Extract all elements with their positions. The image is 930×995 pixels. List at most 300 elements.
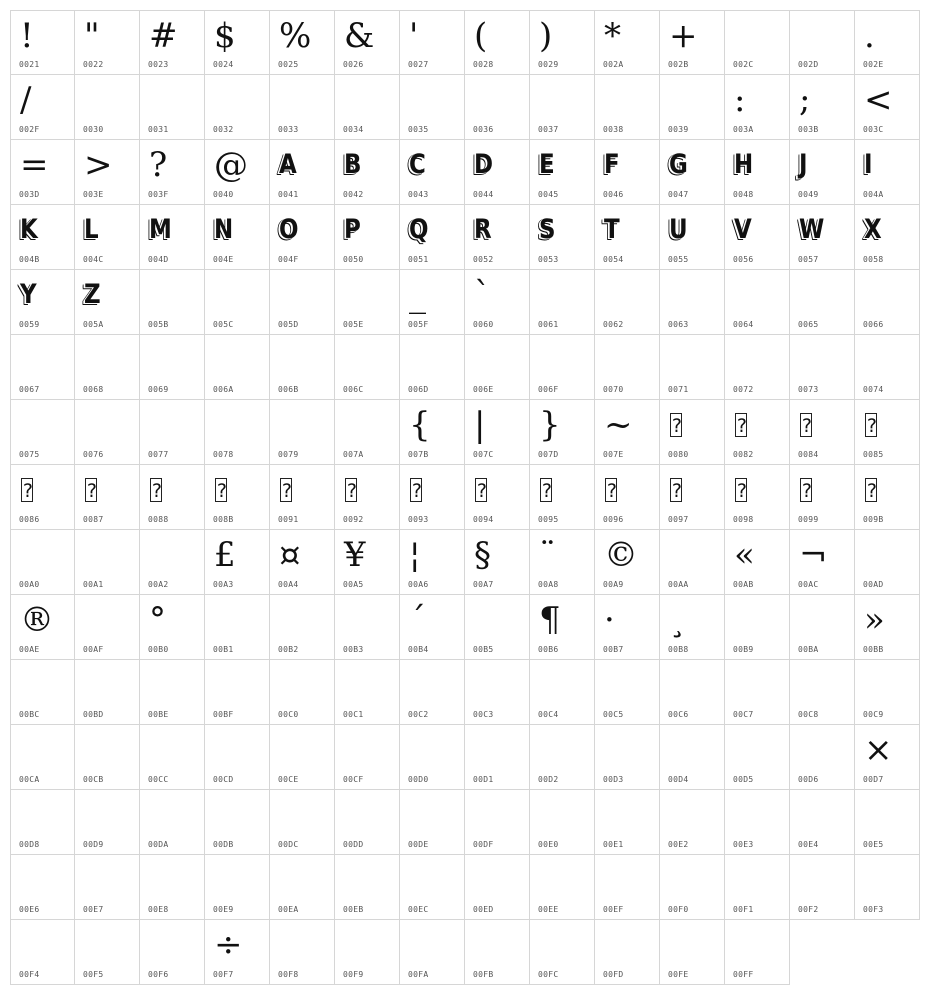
glyph-cell-00f7 (205, 920, 270, 985)
glyph-cell-0052 (465, 205, 530, 270)
glyph-cell-00b7 (595, 595, 660, 660)
glyph-character: { (409, 405, 431, 445)
glyph-cell-0096 (595, 465, 660, 530)
glyph-cell-00c8 (790, 660, 855, 725)
glyph-codepoint-label: 00B5 (473, 645, 494, 654)
glyph-character: ¦ (409, 535, 421, 575)
glyph-cell-002a (595, 10, 660, 75)
glyph-cell-00e4 (790, 790, 855, 855)
glyph-cell-00e1 (595, 790, 660, 855)
glyph-character: E (539, 149, 555, 180)
glyph-cell-0032 (205, 75, 270, 140)
glyph-codepoint-label: 0084 (798, 450, 819, 459)
glyph-codepoint-label: 003E (83, 190, 104, 199)
glyph-codepoint-label: 0073 (798, 385, 819, 394)
glyph-codepoint-label: 003D (19, 190, 40, 199)
glyph-codepoint-label: 006F (538, 385, 559, 394)
glyph-cell-00fe (660, 920, 725, 985)
glyph-cell-0029 (530, 10, 595, 75)
glyph-codepoint-label: 009B (863, 515, 884, 524)
glyph-cell-00e5 (855, 790, 920, 855)
glyph-cell-00a8 (530, 530, 595, 595)
glyph-character: O (279, 214, 299, 245)
glyph-character: $ (214, 16, 236, 56)
glyph-cell-0070 (595, 335, 660, 400)
glyph-cell-004e (205, 205, 270, 270)
glyph-character: * (604, 16, 621, 56)
glyph-codepoint-label: 0053 (538, 255, 559, 264)
glyph-cell-0045 (530, 140, 595, 205)
glyph-codepoint-label: 00F0 (668, 905, 689, 914)
glyph-codepoint-label: 0050 (343, 255, 364, 264)
glyph-codepoint-label: 00C3 (473, 710, 494, 719)
glyph-cell-0084 (790, 400, 855, 465)
glyph-codepoint-label: 00C2 (408, 710, 429, 719)
glyph-codepoint-label: 00D8 (19, 840, 40, 849)
glyph-character: = (20, 145, 49, 185)
glyph-codepoint-label: 00DC (278, 840, 299, 849)
glyph-codepoint-label: 00D3 (603, 775, 624, 784)
glyph-character: H (734, 149, 754, 180)
glyph-cell-0078 (205, 400, 270, 465)
glyph-codepoint-label: 00FF (733, 970, 754, 979)
glyph-character: ? (541, 480, 553, 502)
glyph-codepoint-label: 00B6 (538, 645, 559, 654)
glyph-character: G (669, 149, 688, 180)
glyph-codepoint-label: 004C (83, 255, 104, 264)
glyph-cell-0087 (75, 465, 140, 530)
glyph-cell-004f (270, 205, 335, 270)
glyph-cell-006d (400, 335, 465, 400)
glyph-cell-00f1 (725, 855, 790, 920)
glyph-codepoint-label: 004F (278, 255, 299, 264)
glyph-codepoint-label: 00AA (668, 580, 689, 589)
glyph-cell-00ac (790, 530, 855, 595)
glyph-codepoint-label: 0048 (733, 190, 754, 199)
glyph-character: | (474, 405, 486, 445)
glyph-cell-00f0 (660, 855, 725, 920)
glyph-character: ? (149, 145, 168, 185)
glyph-cell-0076 (75, 400, 140, 465)
glyph-codepoint-label: 006E (473, 385, 494, 394)
glyph-codepoint-label: 0024 (213, 60, 234, 69)
glyph-cell-004b (10, 205, 75, 270)
glyph-cell-00d6 (790, 725, 855, 790)
glyph-cell-002c (725, 10, 790, 75)
glyph-character: K (20, 214, 38, 245)
glyph-character: # (149, 16, 178, 56)
glyph-cell-0042 (335, 140, 400, 205)
glyph-codepoint-label: 0087 (83, 515, 104, 524)
glyph-codepoint-label: 00F1 (733, 905, 754, 914)
glyph-codepoint-label: 0088 (148, 515, 169, 524)
glyph-codepoint-label: 00CC (148, 775, 169, 784)
glyph-codepoint-label: 007A (343, 450, 364, 459)
glyph-cell-0048 (725, 140, 790, 205)
glyph-codepoint-label: 00BD (83, 710, 104, 719)
glyph-cell-0088 (140, 465, 205, 530)
glyph-codepoint-label: 0041 (278, 190, 299, 199)
glyph-character: ¥ (344, 535, 366, 575)
glyph-codepoint-label: 00B7 (603, 645, 624, 654)
glyph-cell-0049 (790, 140, 855, 205)
glyph-cell-00b3 (335, 595, 400, 660)
glyph-codepoint-label: 0085 (863, 450, 884, 459)
glyph-codepoint-label: 003B (798, 125, 819, 134)
glyph-character: ? (801, 415, 813, 437)
glyph-cell-00c7 (725, 660, 790, 725)
glyph-cell-00bd (75, 660, 140, 725)
glyph-cell-0047 (660, 140, 725, 205)
glyph-cell-0085 (855, 400, 920, 465)
glyph-codepoint-label: 0058 (863, 255, 884, 264)
glyph-cell-0051 (400, 205, 465, 270)
glyph-character: Y (20, 279, 37, 310)
glyph-character: < (864, 80, 893, 120)
glyph-codepoint-label: 0044 (473, 190, 494, 199)
glyph-cell-006f (530, 335, 595, 400)
glyph-codepoint-label: 00BE (148, 710, 169, 719)
glyph-cell-005d (270, 270, 335, 335)
glyph-character: ® (20, 600, 54, 640)
glyph-character: £ (214, 535, 236, 575)
glyph-cell-00ea (270, 855, 335, 920)
glyph-codepoint-label: 006B (278, 385, 299, 394)
glyph-cell-002e (855, 10, 920, 75)
glyph-cell-00a0 (10, 530, 75, 595)
glyph-cell-0068 (75, 335, 140, 400)
glyph-cell-003a (725, 75, 790, 140)
glyph-character: Q (409, 214, 429, 245)
glyph-cell-00dc (270, 790, 335, 855)
glyph-character: M (149, 214, 172, 245)
glyph-codepoint-label: 0040 (213, 190, 234, 199)
glyph-cell-007b (400, 400, 465, 465)
glyph-cell-0065 (790, 270, 855, 335)
glyph-codepoint-label: 0091 (278, 515, 299, 524)
glyph-cell-00eb (335, 855, 400, 920)
glyph-codepoint-label: 00A3 (213, 580, 234, 589)
glyph-cell-0060 (465, 270, 530, 335)
glyph-codepoint-label: 0065 (798, 320, 819, 329)
glyph-character: A (279, 149, 297, 180)
glyph-cell-00fb (465, 920, 530, 985)
glyph-cell-006a (205, 335, 270, 400)
glyph-codepoint-label: 0059 (19, 320, 40, 329)
glyph-character: ¬ (799, 535, 828, 575)
glyph-cell-00cf (335, 725, 400, 790)
glyph-codepoint-label: 0051 (408, 255, 429, 264)
glyph-codepoint-label: 00BA (798, 645, 819, 654)
glyph-cell-0050 (335, 205, 400, 270)
glyph-codepoint-label: 0021 (19, 60, 40, 69)
glyph-cell-00b0 (140, 595, 205, 660)
glyph-cell-00a1 (75, 530, 140, 595)
glyph-cell-00db (205, 790, 270, 855)
glyph-cell-00d4 (660, 725, 725, 790)
glyph-codepoint-label: 00F9 (343, 970, 364, 979)
glyph-codepoint-label: 0026 (343, 60, 364, 69)
glyph-codepoint-label: 00D4 (668, 775, 689, 784)
glyph-codepoint-label: 0076 (83, 450, 104, 459)
glyph-cell-00ed (465, 855, 530, 920)
glyph-codepoint-label: 0034 (343, 125, 364, 134)
glyph-codepoint-label: 00E9 (213, 905, 234, 914)
glyph-cell-0061 (530, 270, 595, 335)
glyph-codepoint-label: 0067 (19, 385, 40, 394)
glyph-codepoint-label: 00DF (473, 840, 494, 849)
glyph-cell-0021 (10, 10, 75, 75)
glyph-codepoint-label: 00F2 (798, 905, 819, 914)
glyph-codepoint-label: 00CF (343, 775, 364, 784)
glyph-codepoint-label: 00CE (278, 775, 299, 784)
glyph-cell-00c5 (595, 660, 660, 725)
glyph-codepoint-label: 00A4 (278, 580, 299, 589)
glyph-cell-00ee (530, 855, 595, 920)
glyph-cell-0026 (335, 10, 400, 75)
glyph-codepoint-label: 0023 (148, 60, 169, 69)
glyph-codepoint-label: 00F3 (863, 905, 884, 914)
glyph-cell-00d1 (465, 725, 530, 790)
glyph-codepoint-label: 00FC (538, 970, 559, 979)
glyph-cell-009b (855, 465, 920, 530)
glyph-codepoint-label: 0036 (473, 125, 494, 134)
glyph-cell-003d (10, 140, 75, 205)
glyph-codepoint-label: 0074 (863, 385, 884, 394)
glyph-character: ? (22, 480, 34, 502)
glyph-cell-00a3 (205, 530, 270, 595)
glyph-cell-00e9 (205, 855, 270, 920)
glyph-character: P (344, 214, 361, 245)
glyph-codepoint-label: 0038 (603, 125, 624, 134)
glyph-cell-0082 (725, 400, 790, 465)
glyph-cell-00ff (725, 920, 790, 985)
glyph-cell-00af (75, 595, 140, 660)
glyph-cell-0040 (205, 140, 270, 205)
glyph-cell-0099 (790, 465, 855, 530)
glyph-codepoint-label: 0077 (148, 450, 169, 459)
glyph-cell-003e (75, 140, 140, 205)
glyph-cell-00a6 (400, 530, 465, 595)
glyph-cell-00aa (660, 530, 725, 595)
glyph-cell-0073 (790, 335, 855, 400)
glyph-codepoint-label: 0033 (278, 125, 299, 134)
glyph-codepoint-label: 00AC (798, 580, 819, 589)
glyph-character: ° (149, 600, 166, 640)
glyph-cell-00c0 (270, 660, 335, 725)
glyph-codepoint-label: 0049 (798, 190, 819, 199)
glyph-cell-00d9 (75, 790, 140, 855)
glyph-cell-0043 (400, 140, 465, 205)
glyph-cell-00c2 (400, 660, 465, 725)
glyph-character: W (799, 214, 825, 245)
glyph-character: & (344, 16, 375, 56)
glyph-cell-0034 (335, 75, 400, 140)
glyph-codepoint-label: 00FE (668, 970, 689, 979)
glyph-character: ? (736, 415, 748, 437)
glyph-codepoint-label: 00CA (19, 775, 40, 784)
glyph-codepoint-label: 007B (408, 450, 429, 459)
glyph-codepoint-label: 00E1 (603, 840, 624, 849)
glyph-cell-00e7 (75, 855, 140, 920)
glyph-codepoint-label: 0039 (668, 125, 689, 134)
glyph-character: © (604, 535, 638, 575)
glyph-cell-00f5 (75, 920, 140, 985)
glyph-character: ? (606, 480, 618, 502)
glyph-codepoint-label: 0066 (863, 320, 884, 329)
glyph-codepoint-label: 0075 (19, 450, 40, 459)
glyph-character: C (409, 149, 426, 180)
glyph-character: ' (409, 16, 419, 56)
glyph-character: U (669, 214, 688, 245)
glyph-character: ¸ (669, 600, 686, 640)
glyph-cell-003f (140, 140, 205, 205)
glyph-codepoint-label: 0045 (538, 190, 559, 199)
glyph-character: ´ (409, 600, 426, 640)
glyph-codepoint-label: 0072 (733, 385, 754, 394)
glyph-character: ? (216, 480, 228, 502)
glyph-codepoint-label: 00E3 (733, 840, 754, 849)
glyph-cell-00ec (400, 855, 465, 920)
glyph-character: ( (474, 16, 488, 56)
glyph-character: " (84, 16, 100, 56)
glyph-codepoint-label: 002B (668, 60, 689, 69)
glyph-codepoint-label: 0098 (733, 515, 754, 524)
glyph-codepoint-label: 00E5 (863, 840, 884, 849)
glyph-character: . (864, 16, 875, 56)
glyph-cell-00c9 (855, 660, 920, 725)
glyph-codepoint-label: 0093 (408, 515, 429, 524)
glyph-codepoint-label: 005A (83, 320, 104, 329)
glyph-codepoint-label: 002F (19, 125, 40, 134)
glyph-cell-00fc (530, 920, 595, 985)
glyph-codepoint-label: 0094 (473, 515, 494, 524)
glyph-cell-0086 (10, 465, 75, 530)
glyph-cell-00b8 (660, 595, 725, 660)
glyph-character: ? (411, 480, 423, 502)
glyph-codepoint-label: 00DD (343, 840, 364, 849)
glyph-codepoint-label: 00D1 (473, 775, 494, 784)
glyph-character: ? (281, 480, 293, 502)
glyph-cell-00ae (10, 595, 75, 660)
glyph-cell-0067 (10, 335, 75, 400)
glyph-cell-007e (595, 400, 660, 465)
glyph-codepoint-label: 0030 (83, 125, 104, 134)
glyph-codepoint-label: 0031 (148, 125, 169, 134)
glyph-cell-00cd (205, 725, 270, 790)
glyph-cell-0055 (660, 205, 725, 270)
glyph-cell-0097 (660, 465, 725, 530)
glyph-cell-00df (465, 790, 530, 855)
glyph-cell-0063 (660, 270, 725, 335)
glyph-codepoint-label: 004A (863, 190, 884, 199)
glyph-codepoint-label: 0060 (473, 320, 494, 329)
glyph-codepoint-label: 0052 (473, 255, 494, 264)
glyph-codepoint-label: 00C6 (668, 710, 689, 719)
glyph-character: ¨ (539, 535, 556, 575)
glyph-character: > (84, 145, 113, 185)
glyph-character: ? (476, 480, 488, 502)
glyph-cell-00ad (855, 530, 920, 595)
glyph-cell-00ba (790, 595, 855, 660)
glyph-codepoint-label: 005D (278, 320, 299, 329)
glyph-codepoint-label: 0025 (278, 60, 299, 69)
glyph-codepoint-label: 00F6 (148, 970, 169, 979)
glyph-codepoint-label: 0092 (343, 515, 364, 524)
glyph-cell-0054 (595, 205, 660, 270)
glyph-codepoint-label: 00F5 (83, 970, 104, 979)
glyph-character: ; (799, 80, 811, 120)
glyph-cell-00c1 (335, 660, 400, 725)
glyph-codepoint-label: 0099 (798, 515, 819, 524)
glyph-codepoint-label: 0095 (538, 515, 559, 524)
glyph-codepoint-label: 0070 (603, 385, 624, 394)
glyph-cell-00a7 (465, 530, 530, 595)
glyph-codepoint-label: 00AD (863, 580, 884, 589)
glyph-character: × (864, 730, 893, 770)
glyph-codepoint-label: 0068 (83, 385, 104, 394)
glyph-codepoint-label: 004B (19, 255, 40, 264)
glyph-codepoint-label: 0055 (668, 255, 689, 264)
glyph-codepoint-label: 008B (213, 515, 234, 524)
glyph-codepoint-label: 00AE (19, 645, 40, 654)
glyph-character: ? (346, 480, 358, 502)
glyph-cell-003b (790, 75, 855, 140)
glyph-cell-00de (400, 790, 465, 855)
glyph-character: ? (86, 480, 98, 502)
glyph-cell-0041 (270, 140, 335, 205)
glyph-codepoint-label: 00A1 (83, 580, 104, 589)
glyph-codepoint-label: 0043 (408, 190, 429, 199)
glyph-codepoint-label: 002E (863, 60, 884, 69)
glyph-codepoint-label: 00C1 (343, 710, 364, 719)
glyph-character: V (734, 214, 752, 245)
glyph-codepoint-label: 0096 (603, 515, 624, 524)
glyph-cell-00c4 (530, 660, 595, 725)
glyph-cell-0093 (400, 465, 465, 530)
glyph-codepoint-label: 0029 (538, 60, 559, 69)
glyph-cell-0094 (465, 465, 530, 530)
glyph-codepoint-label: 00D2 (538, 775, 559, 784)
glyph-cell-0062 (595, 270, 660, 335)
glyph-codepoint-label: 0071 (668, 385, 689, 394)
glyph-cell-00bf (205, 660, 270, 725)
glyph-codepoint-label: 00ED (473, 905, 494, 914)
glyph-cell-0079 (270, 400, 335, 465)
glyph-cell-00a2 (140, 530, 205, 595)
glyph-codepoint-label: 00D9 (83, 840, 104, 849)
glyph-codepoint-label: 0022 (83, 60, 104, 69)
glyph-codepoint-label: 00F7 (213, 970, 234, 979)
glyph-cell-0053 (530, 205, 595, 270)
glyph-codepoint-label: 00D0 (408, 775, 429, 784)
glyph-character: ) (539, 16, 553, 56)
glyph-cell-0059 (10, 270, 75, 335)
glyph-codepoint-label: 005F (408, 320, 429, 329)
glyph-codepoint-label: 0097 (668, 515, 689, 524)
glyph-codepoint-label: 00DE (408, 840, 429, 849)
glyph-character: : (734, 80, 746, 120)
glyph-codepoint-label: 0079 (278, 450, 299, 459)
glyph-cell-005f (400, 270, 465, 335)
glyph-character: ~ (604, 405, 633, 445)
glyph-cell-0077 (140, 400, 205, 465)
glyph-codepoint-label: 00A6 (408, 580, 429, 589)
glyph-codepoint-label: 00B4 (408, 645, 429, 654)
glyph-codepoint-label: 00E8 (148, 905, 169, 914)
glyph-cell-00e0 (530, 790, 595, 855)
glyph-cell-0091 (270, 465, 335, 530)
